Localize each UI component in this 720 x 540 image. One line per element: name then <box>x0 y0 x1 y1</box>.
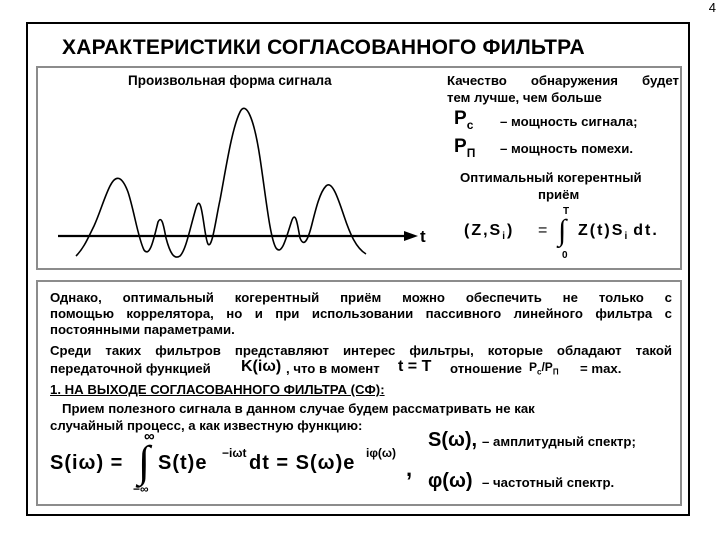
phase-description: – частотный спектр. <box>482 475 615 490</box>
corr-integral-icon: ∫ <box>558 214 567 247</box>
section-heading: 1. НА ВЫХОДЕ СОГЛАСОВАННОГО ФИЛЬТРА (СФ): <box>50 382 385 397</box>
corr-lower-limit: 0 <box>562 250 568 261</box>
optimal-line1: Оптимальный когерентный <box>460 170 642 185</box>
amplitude-description: – амплитудный спектр; <box>482 434 636 449</box>
fourier-comma: , <box>406 456 413 481</box>
page-number: 4 <box>708 0 716 15</box>
p2-line2b: , что в момент <box>286 361 380 376</box>
amplitude-symbol: S(ω), <box>428 429 478 451</box>
pc-symbol: $P_c$ <box>454 108 474 132</box>
phase-symbol: φ(ω) <box>428 470 473 492</box>
quality-line1: Качество обнаружения будет <box>447 73 679 88</box>
time-axis-arrow-icon <box>404 231 418 241</box>
corr-lhs: $(Z,S_i)$ <box>464 222 515 243</box>
power-ratio: $P_c/P_П$ <box>529 360 559 377</box>
quality-line2: тем лучше, чем больше <box>447 90 602 105</box>
fourier-exp1: −iωt <box>222 446 247 460</box>
p2-line1: Среди таких фильтров представляют интерес фильтры, которые обладают такой <box>50 343 672 358</box>
slide-title: ХАРАКТЕРИСТИКИ СОГЛАСОВАННОГО ФИЛЬТРА <box>62 36 585 59</box>
corr-body: $Z(t)S_i$ dt. <box>578 222 659 243</box>
fourier-lhs: S(iω) = <box>50 452 124 474</box>
t-equals-T: t = T <box>398 358 432 375</box>
fourier-rhs: dt = S(ω)e <box>249 452 356 474</box>
p1-line3: постоянными параметрами. <box>50 322 235 337</box>
ratio-max: = max. <box>580 361 622 376</box>
pp-symbol: $P_П$ <box>454 136 476 160</box>
optimal-line2: приём <box>538 187 580 202</box>
k-function: K(iω) <box>241 358 282 375</box>
fourier-exp2: iφ(ω) <box>366 446 397 460</box>
p3-line2: случайный процесс, а как известную функцию: <box>50 418 363 433</box>
p2-line2c: отношение <box>450 361 522 376</box>
signal-plot <box>40 88 440 268</box>
pp-description: – мощность помехи. <box>500 141 634 156</box>
p1-line1: Однако, оптимальный когерентный приём можно обеспечить не только с <box>50 290 672 305</box>
p3-line1: Прием полезного сигнала в данном случае будем рассматривать не как <box>62 401 535 416</box>
pc-description: – мощность сигнала; <box>500 114 638 129</box>
p1-line2: помощью коррелятора, но и при использовании пассивного линейного фильтра с <box>50 306 672 321</box>
signal-caption: Произвольная форма сигнала <box>128 73 332 88</box>
corr-upper-limit: T <box>563 206 570 217</box>
fourier-upper-limit: ∞ <box>144 428 155 445</box>
fourier-lower-limit: −∞ <box>133 482 149 496</box>
fourier-mid: S(t)e <box>158 452 208 474</box>
fourier-integral-icon: ∫ <box>138 437 151 486</box>
corr-equals: = <box>538 222 548 239</box>
p2-line2a: передаточной функцией <box>50 361 211 376</box>
signal-curve <box>76 108 366 257</box>
time-axis-label: t <box>420 227 426 246</box>
